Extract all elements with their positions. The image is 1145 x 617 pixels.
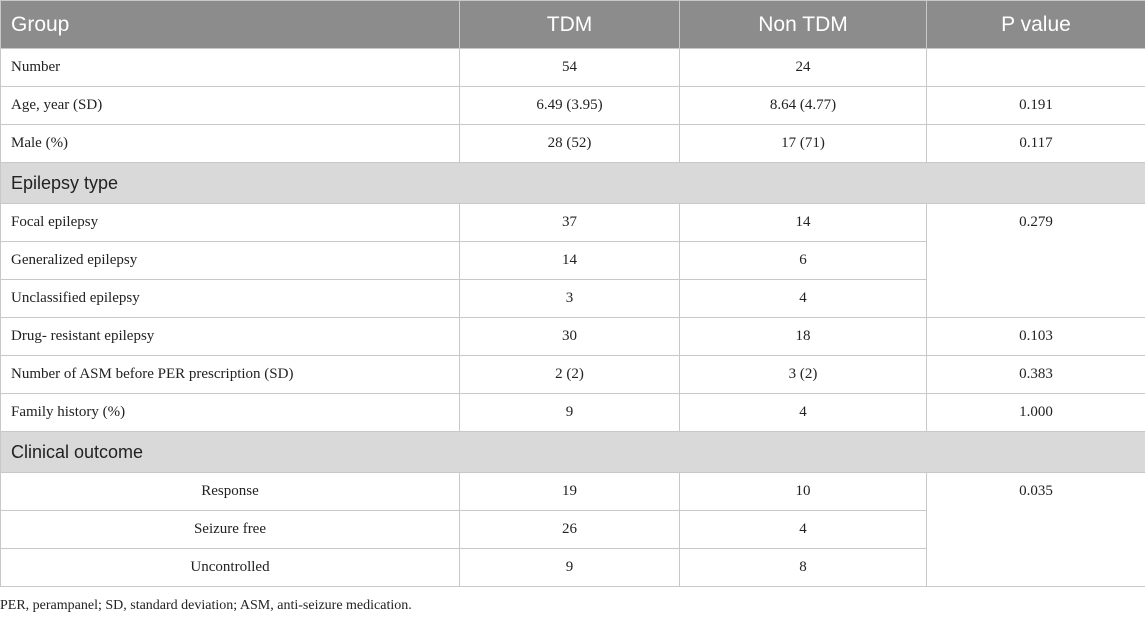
- non-tdm-value: 10: [680, 473, 927, 511]
- table-row: [1, 49, 1145, 87]
- table-row: [1, 204, 1145, 242]
- non-tdm-value: 6: [680, 242, 927, 280]
- tdm-value: 9: [460, 394, 680, 432]
- row-label: Number: [1, 49, 460, 87]
- table-row: [1, 394, 1145, 432]
- non-tdm-value: 17 (71): [680, 125, 927, 163]
- table-row: [1, 318, 1145, 356]
- row-label: Generalized epilepsy: [1, 242, 460, 280]
- p-value: 0.279: [927, 204, 1145, 318]
- section-row: [1, 432, 1145, 473]
- non-tdm-value: 4: [680, 280, 927, 318]
- row-label: Uncontrolled: [1, 549, 460, 587]
- table-row: [1, 125, 1145, 163]
- section-clinical-outcome: Clinical outcome: [1, 432, 1145, 473]
- header-non-tdm: Non TDM: [680, 1, 927, 49]
- tdm-value: 30: [460, 318, 680, 356]
- non-tdm-value: 3 (2): [680, 356, 927, 394]
- header-row: [1, 1, 1145, 49]
- p-value: 0.103: [927, 318, 1145, 356]
- tdm-value: 54: [460, 49, 680, 87]
- row-label: Male (%): [1, 125, 460, 163]
- table-row: [1, 87, 1145, 125]
- tdm-value: 6.49 (3.95): [460, 87, 680, 125]
- tdm-value: 28 (52): [460, 125, 680, 163]
- non-tdm-value: 18: [680, 318, 927, 356]
- row-label: Number of ASM before PER prescription (SD): [1, 356, 460, 394]
- tdm-value: 9: [460, 549, 680, 587]
- tdm-value: 14: [460, 242, 680, 280]
- row-label: Unclassified epilepsy: [1, 280, 460, 318]
- tdm-value: 37: [460, 204, 680, 242]
- p-value: [927, 49, 1145, 87]
- non-tdm-value: 14: [680, 204, 927, 242]
- section-epilepsy-type: Epilepsy type: [1, 163, 1145, 204]
- row-label: Seizure free: [1, 511, 460, 549]
- table-row: [1, 356, 1145, 394]
- header-group: Group: [1, 1, 460, 49]
- row-label: Focal epilepsy: [1, 204, 460, 242]
- tdm-value: 3: [460, 280, 680, 318]
- tdm-value: 19: [460, 473, 680, 511]
- header-p-value: P value: [927, 1, 1145, 49]
- p-value: 0.035: [927, 473, 1145, 587]
- p-value: 1.000: [927, 394, 1145, 432]
- row-label: Response: [1, 473, 460, 511]
- non-tdm-value: 8: [680, 549, 927, 587]
- row-label: Family history (%): [1, 394, 460, 432]
- p-value: 0.191: [927, 87, 1145, 125]
- non-tdm-value: 4: [680, 394, 927, 432]
- p-value: 0.383: [927, 356, 1145, 394]
- table-footnote: PER, perampanel; SD, standard deviation; ASM, anti-seizure medication.: [0, 598, 412, 613]
- non-tdm-value: 4: [680, 511, 927, 549]
- row-label: Age, year (SD): [1, 87, 460, 125]
- section-row: [1, 163, 1145, 204]
- non-tdm-value: 24: [680, 49, 927, 87]
- row-label: Drug- resistant epilepsy: [1, 318, 460, 356]
- tdm-value: 26: [460, 511, 680, 549]
- p-value: 0.117: [927, 125, 1145, 163]
- table-row: [1, 473, 1145, 511]
- tdm-value: 2 (2): [460, 356, 680, 394]
- non-tdm-value: 8.64 (4.77): [680, 87, 927, 125]
- header-tdm: TDM: [460, 1, 680, 49]
